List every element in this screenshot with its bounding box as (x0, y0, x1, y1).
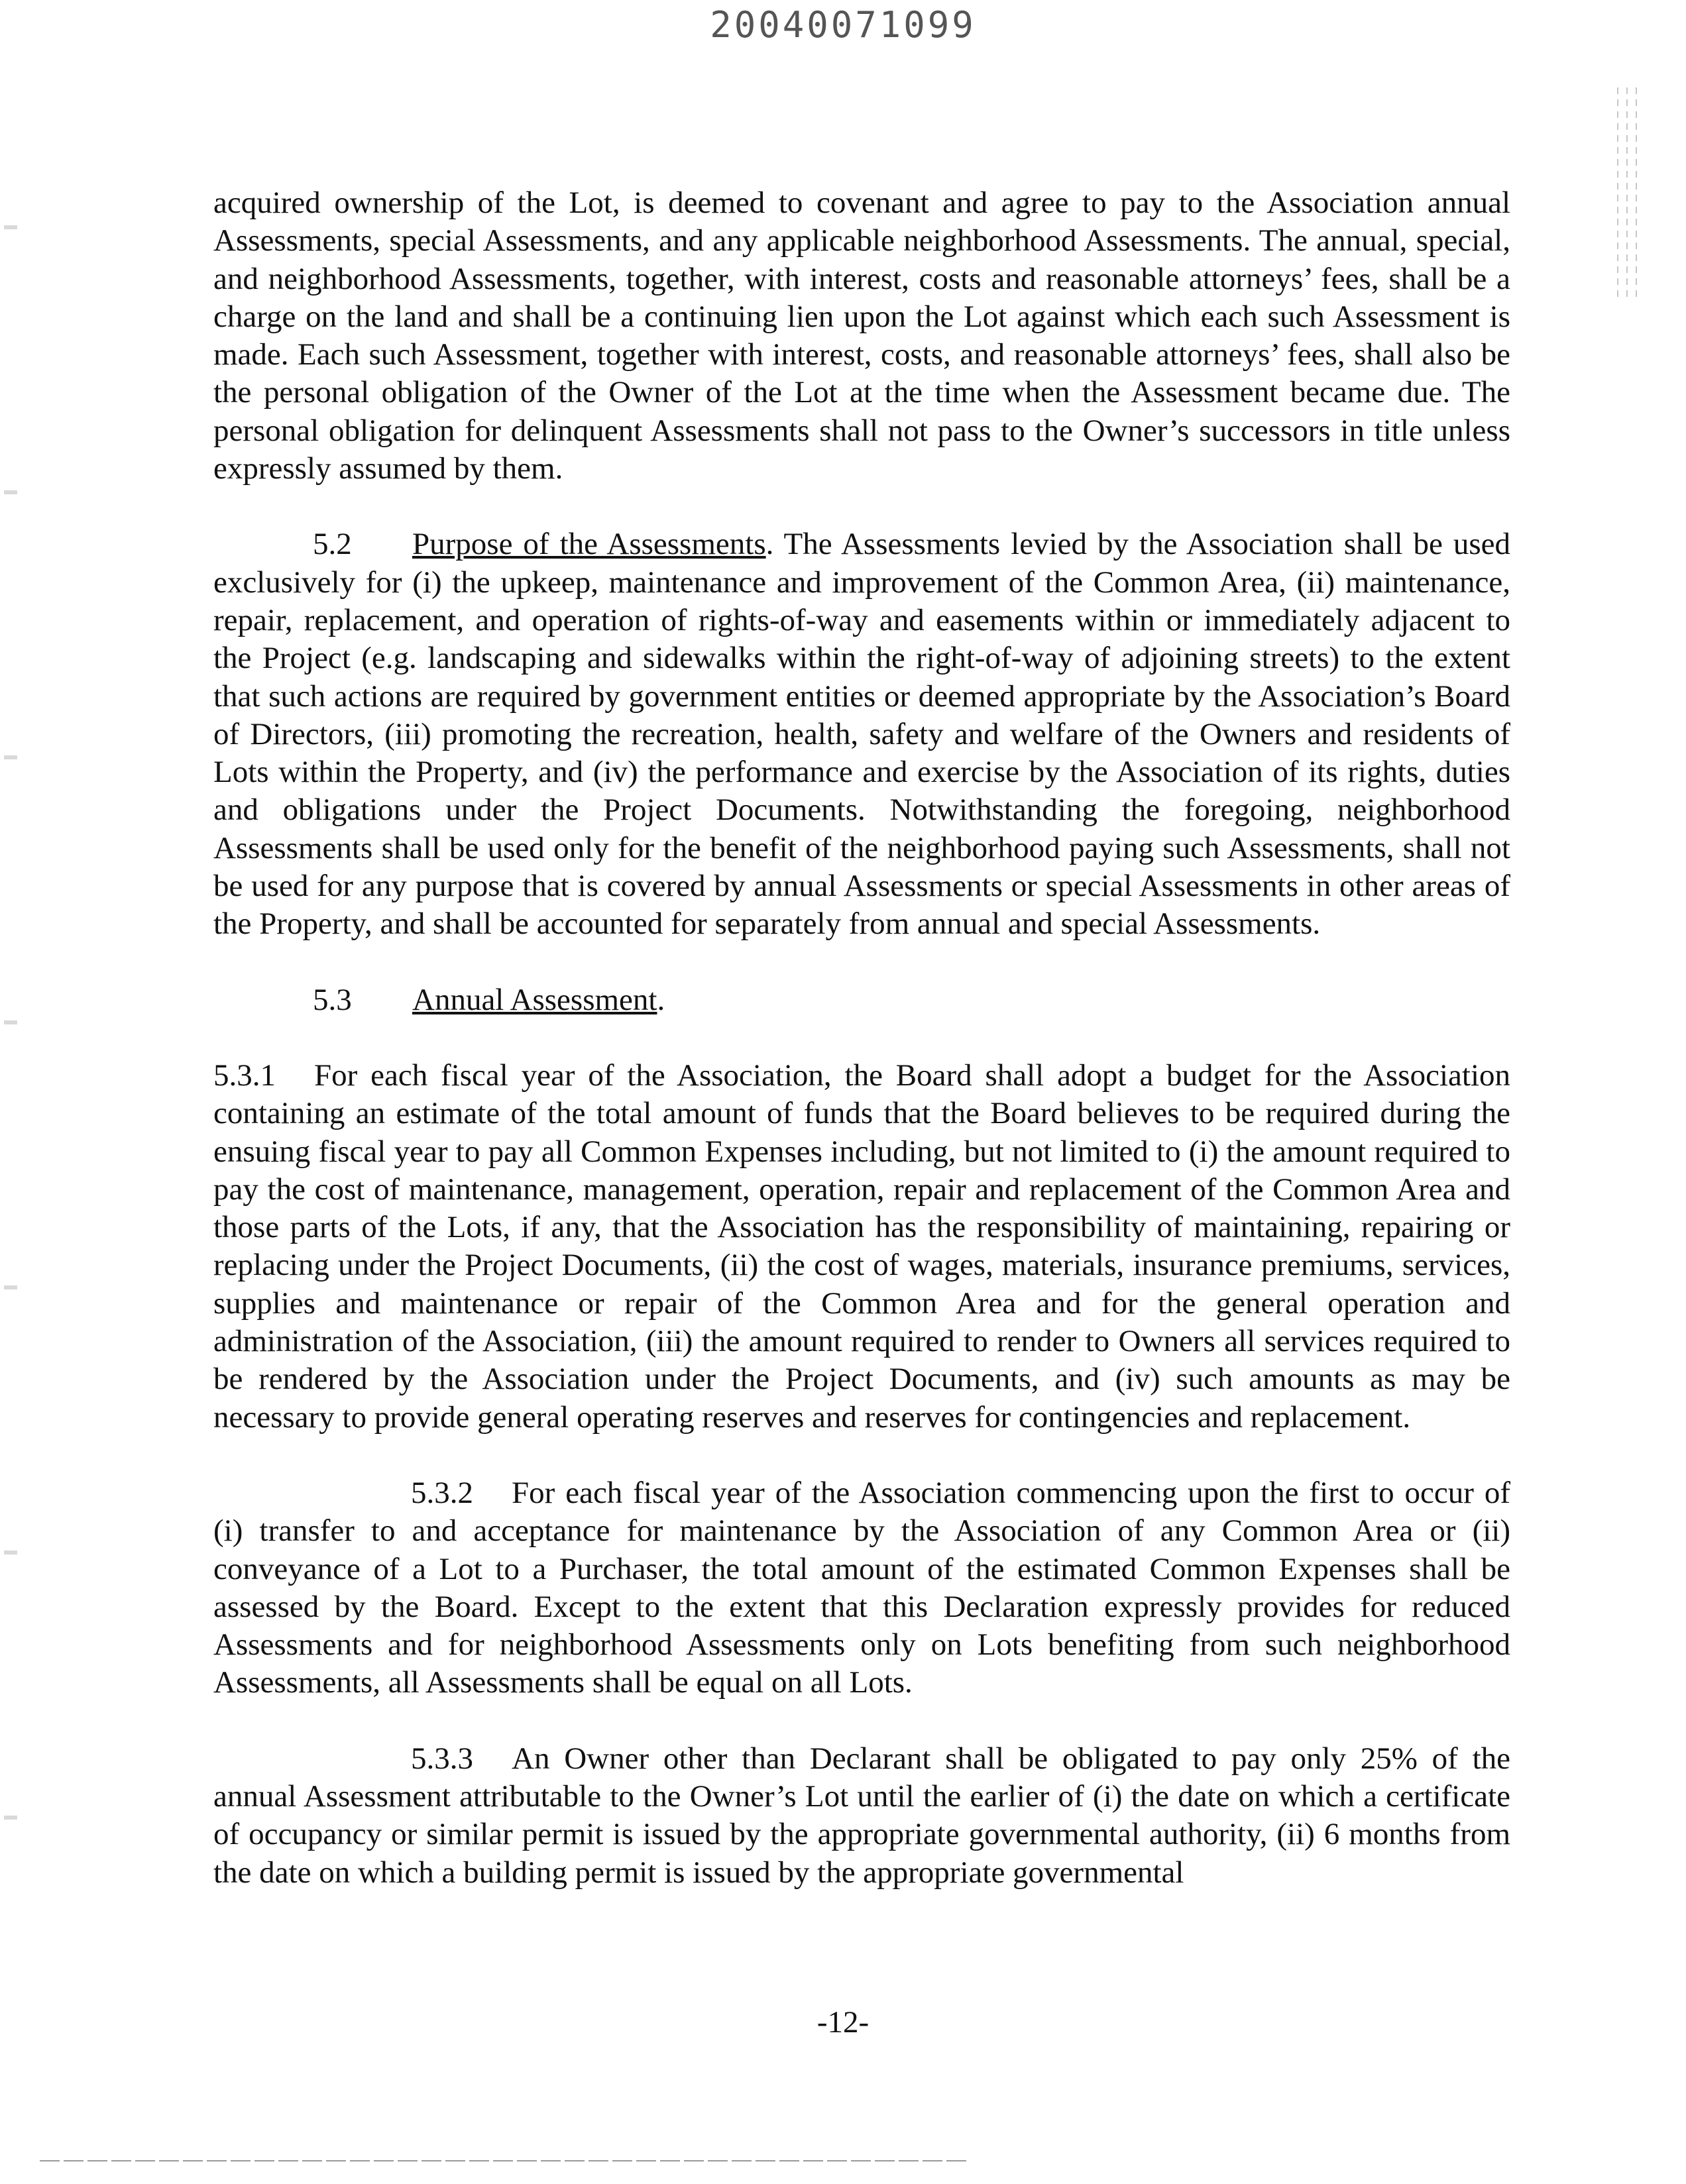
section-5-3-3-paragraph (213, 1740, 1510, 1892)
section-text: An Owner other than Declarant shall be obligated to pay only 25% of the annual Assessment attributable to the Owner’s Lot until the earlier of (i) the date on which a certificate of occupancy or similar permit is issued by the appropriate governmental authority, (ii) 6 months from the date on which a building permit is issued by the appropriate governmental (213, 1741, 1510, 1890)
section-number: 5.3 (313, 982, 352, 1017)
page-number: -12- (816, 2005, 870, 2040)
left-edge-scan-specks (4, 80, 17, 2001)
section-heading: Purpose of the Assessments (412, 527, 766, 562)
section-text: . The Assessments levied by the Association shall be used exclusively for (i) the upkeep, maintenance and improvement of the Common Area, (ii) maintenance, repair, replacement, and operation of rights-of-way and easements within or immediately adjacent to the Project (e.g. landscaping and sidewalks within the right-of-way of adjoining streets) to the extent that such actions are required by government entities or deemed appropriate by the Association’s Board of Directors, (iii) promoting the recreation, health, safety and welfare of the Owners and residents of Lots within the Property, and (iv) the performance and exercise by the Association of its rights, duties and obligations under the Project Documents. Notwithstanding the foregoing, neighborhood Assessments shall be used only for the benefit of the neighborhood paying such Assessments, shall not be used for any purpose that is covered by annual Assessments or special Assessments in other areas of the Property, and shall be accounted for separately from annual and special Assessments. (213, 527, 1510, 942)
section-5-3-1-paragraph (213, 1057, 1510, 1437)
section-heading: Annual Assessment (412, 982, 657, 1017)
section-number: 5.3.2 (411, 1475, 473, 1510)
section-5-3-2-paragraph (213, 1474, 1510, 1702)
section-5-3-paragraph (213, 981, 1510, 1019)
section-5-2-paragraph (213, 525, 1510, 943)
section-number: 5.3.3 (411, 1741, 473, 1776)
section-number: 5.3.1 (213, 1058, 276, 1093)
document-number: 20040071099 (710, 4, 976, 46)
margin-scan-marks (1613, 87, 1644, 300)
section-heading-period: . (657, 982, 665, 1017)
document-body (213, 184, 1510, 1892)
section-text: For each fiscal year of the Association, the Board shall adopt a budget for the Association containing an estimate of the total amount of funds that the Board believes to be required during the ensuing fiscal year to pay all Common Expenses including, but not limited to (i) the amount required to pay the cost of maintenance, management, operation, repair and replacement of the Common Area and those parts of the Lots, if any, that the Association has the responsibility of maintaining, repairing or replacing under the Project Documents, (ii) the cost of wages, materials, insurance premiums, services, supplies and maintenance or repair of the Common Area and for the general operation and administration of the Association, (iii) the amount required to render to Owners all services required to be rendered by the Association under the Project Documents, and (iv) such amounts as may be necessary to provide general operating reserves and reserves for contingencies and replacement. (213, 1058, 1510, 1435)
continuation-paragraph: acquired ownership of the Lot, is deemed to covenant and agree to pay to the Association annual Assessments, special Assessments, and any applicable neighborhood Assessments. The annual, special, and neighborhood Assessments, together, with interest, costs and reasonable attorneys’ fees, shall be a charge on the land and shall be a continuing lien upon the Lot against which each such Assessment is made. Each such Assessment, together with interest, costs, and reasonable attorneys’ fees, shall also be the personal obligation of the Owner of the Lot at the time when the Assessment became due. The personal obligation for delinquent Assessments shall not pass to the Owner’s successors in title unless expressly assumed by them. (213, 186, 1510, 486)
section-text: For each fiscal year of the Association commencing upon the first to occur of (i) transfer to and acceptance for maintenance by the Association of any Common Area or (ii) conveyance of a Lot to a Purchaser, the total amount of the estimated Common Expenses shall be assessed by the Board. Except to the extent that this Declaration expressly provides for reduced Assessments and for neighborhood Assessments only on Lots benefiting from such neighborhood Assessments, all Assessments shall be equal on all Lots. (213, 1475, 1510, 1700)
bottom-scan-rule (40, 2160, 968, 2161)
section-number: 5.2 (313, 527, 352, 562)
